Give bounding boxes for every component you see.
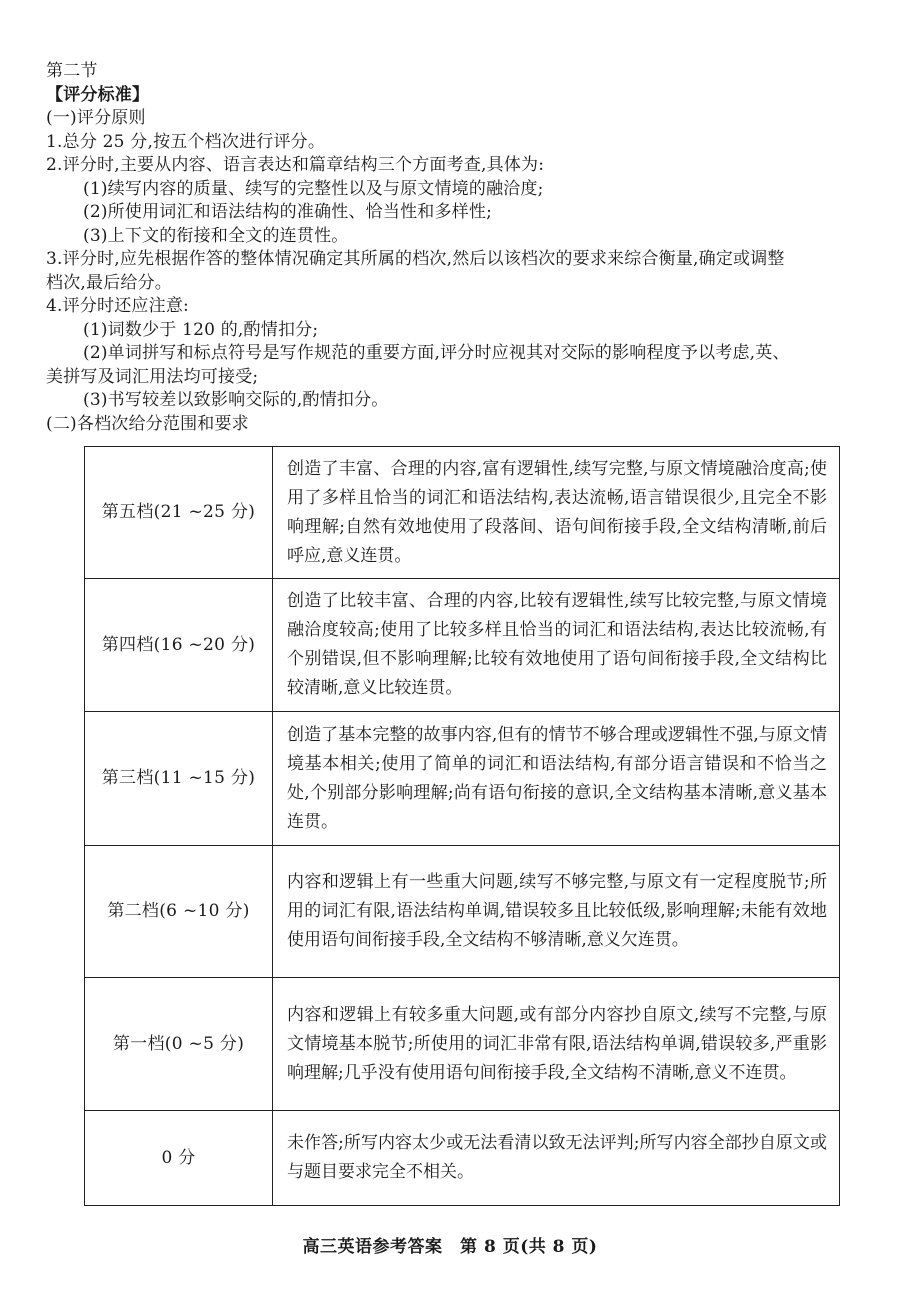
level-label: 第一档(0 ~5 分) <box>85 978 273 1111</box>
level-description: 创造了比较丰富、合理的内容,比较有逻辑性,续写比较完整,与原文情境融洽度较高;使用了比较多样且恰当的词汇和语法结构,表达比较流畅,有个别错误,但不影响理解;比较有效地使用了语句间衔接手段,全文结构比较清晰,意义比较连贯。 <box>273 579 840 712</box>
level-description: 未作答;所写内容太少或无法看清以致无法评判;所写内容全部抄自原文或与题目要求完全不相关。 <box>273 1111 840 1206</box>
principle-item-2: 2.评分时,主要从内容、语言表达和篇章结构三个方面考查,具体为: <box>46 155 545 175</box>
level-label: 第四档(16 ~20 分) <box>85 579 273 712</box>
principle-item-2-sub-1: (1)续写内容的质量、续写的完整性以及与原文情境的融洽度; <box>83 178 544 199</box>
level-description: 创造了基本完整的故事内容,但有的情节不够合理或逻辑性不强,与原文情境基本相关;使用了简单的词汇和语法结构,有部分语言错误和不恰当之处,个别部分影响理解;尚有语句衔接的意识,全文结构基本清晰,意义基本连贯。 <box>273 712 840 846</box>
principle-item-1: 1.总分 25 分,按五个档次进行评分。 <box>46 131 326 152</box>
principle-item-3-line-2: 档次,最后给分。 <box>46 272 173 293</box>
principle-item-4-sub-2-line-2: 美拼写及词汇用法均可接受; <box>46 366 259 387</box>
level-label: 第二档(6 ~10 分) <box>85 846 273 978</box>
level-description: 内容和逻辑上有较多重大问题,或有部分内容抄自原文,续写不完整,与原文情境基本脱节;所使用的词汇非常有限,语法结构单调,错误较多,严重影响理解;几乎没有使用语句间衔接手段,全文结构不清晰,意义不连贯。 <box>273 978 840 1111</box>
principle-item-4-sub-1: (1)词数少于 120 的,酌情扣分; <box>83 319 319 340</box>
principle-item-4-sub-2-line-1: (2)单词拼写和标点符号是写作规范的重要方面,评分时应视其对交际的影响程度予以考虑,英、 <box>83 343 790 363</box>
level-label: 0 分 <box>85 1111 273 1206</box>
grade-levels-table <box>84 446 840 1206</box>
table-row <box>85 978 840 1111</box>
table-row <box>85 712 840 846</box>
levels-title: (二)各档次给分范围和要求 <box>46 413 249 434</box>
table-row <box>85 447 840 579</box>
section-heading: 【评分标准】 <box>46 84 150 105</box>
level-description: 内容和逻辑上有一些重大问题,续写不够完整,与原文有一定程度脱节;所用的词汇有限,语法结构单调,错误较多且比较低级,影响理解;未能有效地使用语句间衔接手段,全文结构不够清晰,意义欠连贯。 <box>273 846 840 978</box>
principle-item-3-line-1: 3.评分时,应先根据作答的整体情况确定其所属的档次,然后以该档次的要求来综合衡量,确定或调整 <box>46 249 785 269</box>
principle-item-2-sub-2: (2)所使用词汇和语法结构的准确性、恰当性和多样性; <box>83 202 493 222</box>
scoring-principles <box>46 60 876 436</box>
page-footer: 高三英语参考答案 第 8 页(共 8 页) <box>302 1237 598 1257</box>
level-description: 创造了丰富、合理的内容,富有逻辑性,续写完整,与原文情境融洽度高;使用了多样且恰当的词汇和语法结构,表达流畅,语言错误很少,且完全不影响理解;自然有效地使用了段落间、语句间衔接手段,全文结构清晰,前后呼应,意义连贯。 <box>273 447 840 579</box>
table-row <box>85 1111 840 1206</box>
principle-item-2-sub-3: (3)上下文的衔接和全文的连贯性。 <box>83 225 349 246</box>
level-label: 第五档(21 ~25 分) <box>85 447 273 579</box>
principles-title: (一)评分原则 <box>46 108 146 128</box>
section-title: 第二节 <box>46 61 98 81</box>
level-label: 第三档(11 ~15 分) <box>85 712 273 846</box>
table-row <box>85 579 840 712</box>
principle-item-4-sub-3: (3)书写较差以致影响交际的,酌情扣分。 <box>83 390 389 410</box>
table-row <box>85 846 840 978</box>
principle-item-4: 4.评分时还应注意: <box>46 296 189 316</box>
